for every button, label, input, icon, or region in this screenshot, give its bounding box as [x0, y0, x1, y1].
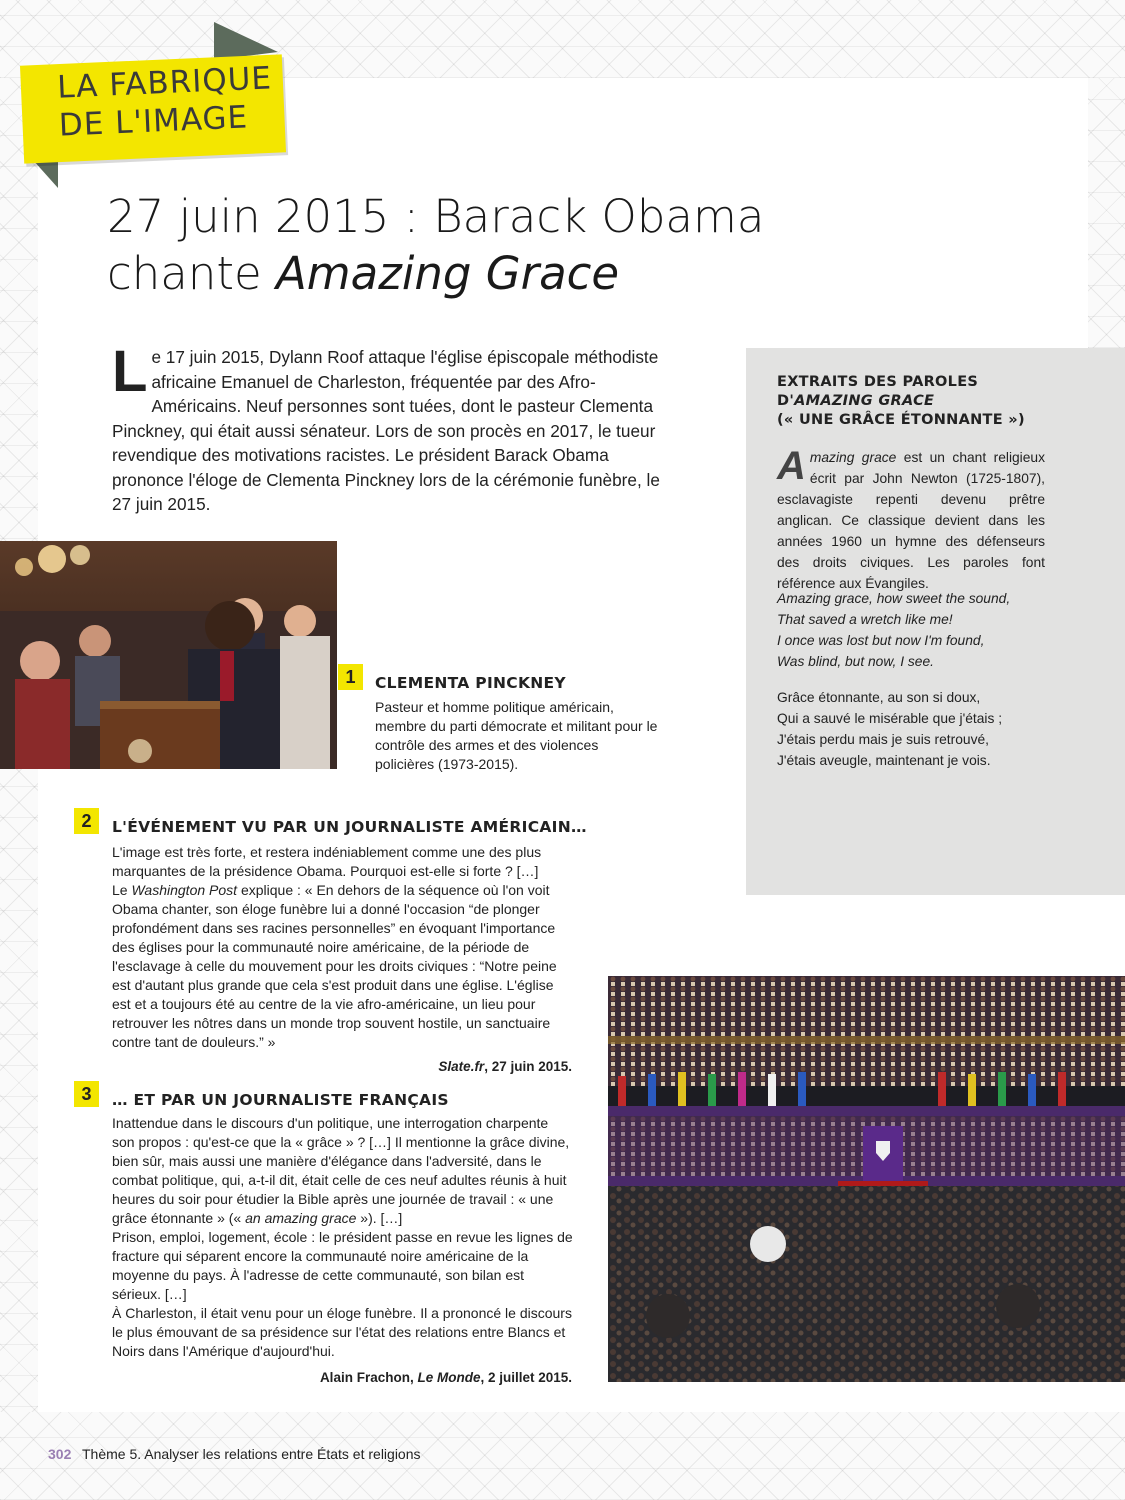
- doc1-number: 1: [338, 664, 363, 690]
- drop-cap: L: [112, 339, 148, 404]
- lyrics-french: Grâce étonnante, au son si doux, Qui a sauvé le misérable que j'étais ; J'étais perdu mais je suis retrouvé, J'étais aveugle, maintenant je vois.: [777, 690, 1003, 768]
- doc1-caption: Pasteur et homme politique américain, membre du parti démocrate et militant pour le contrôle des armes et des violences policières (1973-2015).: [375, 699, 658, 772]
- sidebar-title: EXTRAITS DES PAROLES D'AMAZING GRACE (« UNE GRÂCE ÉTONNANTE »): [777, 374, 1025, 428]
- footer-theme: Thème 5. Analyser les relations entre États et religions: [82, 1446, 421, 1462]
- doc3-source: Alain Frachon, Le Monde, 2 juillet 2015.: [319, 1370, 572, 1385]
- lead-paragraph: Le 17 juin 2015, Dylann Roof attaque l'église épiscopale méthodiste africaine Emanuel de Charleston, fréquentée par des Afro-Américains. Neuf personnes sont tuées, dont le pasteur Clementa Pinckney, qui était aussi sénateur. Lors de son procès en 2017, le tueur revendique des motivations racistes. Le président Barack Obama prononce l'éloge de Clementa Pinckney lors de la cérémonie funèbre, le 27 juin 2015.: [112, 339, 660, 514]
- pattern-right: [1088, 78, 1125, 348]
- ribbon-label: LA FABRIQUE DE L'IMAGE: [56, 60, 273, 144]
- photo-clementa-pinckney: [0, 541, 337, 769]
- doc3-heading: … ET PAR UN JOURNALISTE FRANÇAIS: [112, 1091, 449, 1109]
- doc1-heading: CLEMENTA PINCKNEY: [375, 674, 566, 692]
- doc2-number: 2: [74, 808, 99, 834]
- sidebar-drop-cap: A: [777, 444, 806, 488]
- page-title: 27 juin 2015 : Barack Obama chante Amazing Grace: [107, 190, 765, 300]
- doc2-source: Slate.fr, 27 juin 2015.: [438, 1059, 572, 1074]
- lyrics-english: Amazing grace, how sweet the sound, That saved a wretch like me! I once was lost but now I'm found, Was blind, but now, I see.: [777, 591, 1011, 669]
- pattern-left: [0, 78, 38, 1500]
- doc3-text: Inattendue dans le discours d'un politique, une interrogation charpente son propos : qu'est-ce que la « grâce » ? […] Il mentionne la grâce divine, bien sûr, mais aussi une manière d'élégance dans l'adversité, dans le combat politique, qui, a-t-il dit, était celle de ces neuf adultes réunis à huit heures du soir pour étudier la Bible après une journée de travail : « une grâce étonnante » (« an amazing grace »). […] Prison, emploi, logement, école : le président passe en revue les lignes de fracture qui séparent encore la communauté noire américaine de la moyenne du pays. À l'adresse de cette communauté, son bilan est sérieux. […] À Charleston, il était venu pour un éloge funèbre. Il a prononcé le discours le plus émouvant de sa présidence sur l'état des relations entre Blancs et Noirs dans l'Amérique d'aujourd'hui.: [112, 1115, 573, 1359]
- sidebar-intro: Amazing grace est un chant religieux écrit par John Newton (1725-1807), esclavagiste repenti devenu prêtre anglican. Ce classique devient dans les années 1960 un hymne des défenseurs des droits civiques. Les paroles font référence aux Évangiles.: [777, 444, 1045, 591]
- doc2-text: L'image est très forte, et restera indéniablement comme une des plus marquantes de la présidence Obama. Pourquoi est-elle si forte ? […] Le Washington Post explique : « En dehors de la séquence où l'on voit Obama chanter, son éloge funèbre lui a donné l'occasion “de plonger profondément dans ses racines personnelles” en évoquant l'importance des églises pour la communauté noire américaine, de la période de l'esclavage à celle du mouvement pour les droits civiques : “Notre peine est d'autant plus grande que cela s'est produit dans une église. L'église est et a toujours été au centre de la vie afro-américaine, un lieu pour retrouver les nôtres dans un monde trop souvent hostile, un sanctuaire contre tant de douleurs.” »: [112, 844, 557, 1050]
- photo-funeral-ceremony: [608, 976, 1125, 1382]
- doc2-heading: L'ÉVÉNEMENT VU PAR UN JOURNALISTE AMÉRICAIN…: [112, 818, 587, 836]
- doc3-number: 3: [74, 1081, 99, 1107]
- page-number: 302: [48, 1446, 72, 1462]
